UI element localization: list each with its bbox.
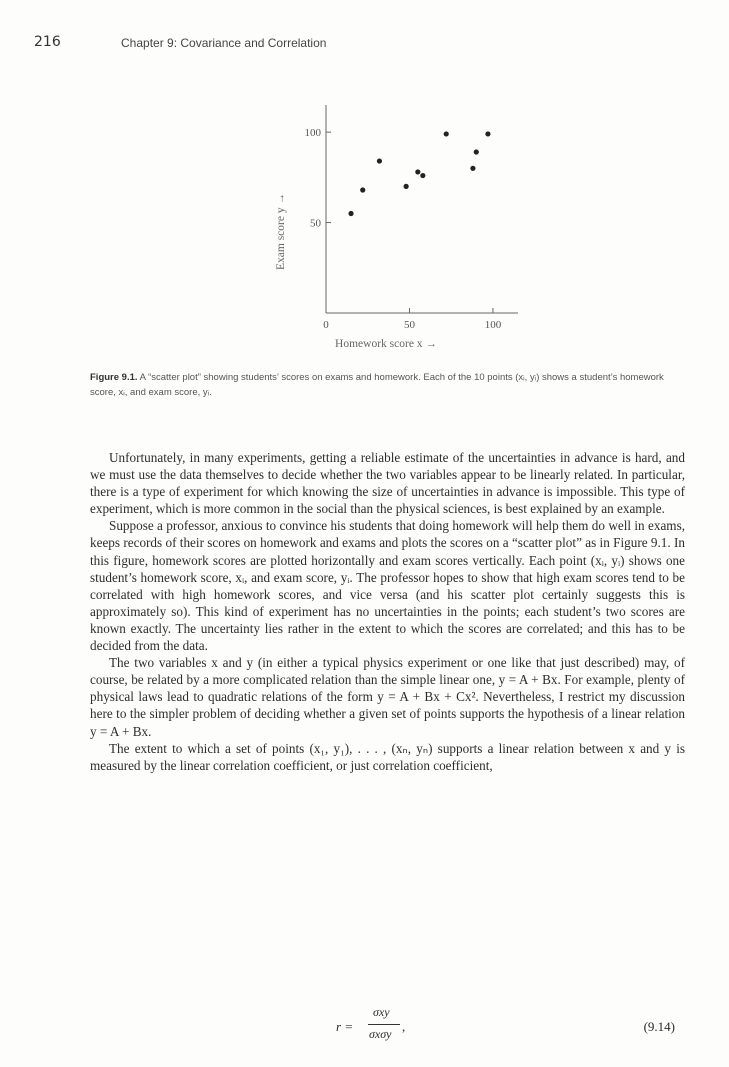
page-header bbox=[34, 34, 694, 54]
figure-caption bbox=[90, 370, 690, 400]
y-tick-label: 100 bbox=[304, 127, 321, 140]
y-tick-label: 50 bbox=[310, 217, 321, 230]
data-point bbox=[444, 131, 449, 136]
x-tick-label: 100 bbox=[484, 319, 502, 331]
caption-text: A “scatter plot” showing students’ scores on exams and homework. Each of the 10 points (xᵢ, yᵢ) shows a student’s homework score, xᵢ, and exam score, yᵢ. bbox=[90, 372, 664, 398]
body-text bbox=[90, 449, 685, 774]
data-point bbox=[474, 149, 479, 154]
x-tick-label: 0 bbox=[323, 319, 329, 331]
y-axis-label: Exam score y → bbox=[275, 193, 287, 270]
equation-lhs: r = bbox=[336, 1019, 354, 1034]
equation-denominator: σxσy bbox=[369, 1027, 392, 1041]
x-axis-label: Homework score x → bbox=[335, 338, 437, 350]
chapter-title: Chapter 9: Covariance and Correlation bbox=[121, 36, 327, 50]
paragraph-3: The two variables x and y (in either a typical physics experiment or one like that just described) may, of course, be related by a more complicated relation than the simple linear one, y = A + Bx. For example, plenty of physical laws lead to quadratic relations of the form y = A + Bx + Cx². Nevertheless, I restrict my discussion here to the simpler problem of deciding whether a given set of points supports the hypothesis of a linear relation y = A + Bx. bbox=[90, 655, 685, 739]
caption-label: Figure 9.1. bbox=[90, 372, 138, 383]
data-point bbox=[404, 184, 409, 189]
x-tick-label: 50 bbox=[403, 319, 415, 331]
scatter-figure bbox=[250, 100, 550, 350]
data-point bbox=[420, 173, 425, 178]
data-point bbox=[415, 169, 420, 174]
page-number: 216 bbox=[34, 34, 61, 50]
equation-9-14 bbox=[90, 1005, 685, 1051]
data-point bbox=[377, 158, 382, 163]
paragraph-4: The extent to which a set of points (x₁, y₁), . . . , (xₙ, yₙ) supports a linear relation between x and y is measured by the linear correlation coefficient, or just correlation coefficient, bbox=[90, 740, 685, 773]
fraction-bar bbox=[368, 1024, 400, 1025]
data-point bbox=[348, 211, 353, 216]
equation-number: (9.14) bbox=[643, 1019, 675, 1034]
data-point bbox=[360, 187, 365, 192]
paragraph-1: Unfortunately, in many experiments, getting a reliable estimate of the uncertainties in advance is hard, and we must use the data themselves to decide whether the two variables appear to be linearly related. In particular, there is a type of experiment for which knowing the size of uncertainties in advance is impossible. This type of experiment, which is more common in the social than the physical sciences, is best explained by an example. bbox=[90, 450, 685, 517]
equation-comma: , bbox=[402, 1019, 406, 1034]
equation-numerator: σxy bbox=[373, 1005, 390, 1019]
data-point bbox=[470, 166, 475, 171]
data-point bbox=[485, 131, 490, 136]
scatter-plot bbox=[250, 100, 550, 350]
paragraph-2: Suppose a professor, anxious to convince his students that doing homework will help them do well in exams, keeps records of their scores on homework and exams and plots the scores on a “scatter plot” as in Figure 9.1. In this figure, homework scores are plotted horizontally and exam scores vertically. Each point (xᵢ, yᵢ) shows one student’s homework score, xᵢ, and exam score, yᵢ. The professor hopes to show that high exam scores tend to be correlated with high homework scores, and vice versa (and his scatter plot certainly suggests this is approximately so). This kind of experiment has no uncertainties in the points; each student’s two scores are known exactly. The uncertainty lies rather in the extent to which the scores are correlated; and this has to be decided from the data. bbox=[90, 518, 685, 654]
